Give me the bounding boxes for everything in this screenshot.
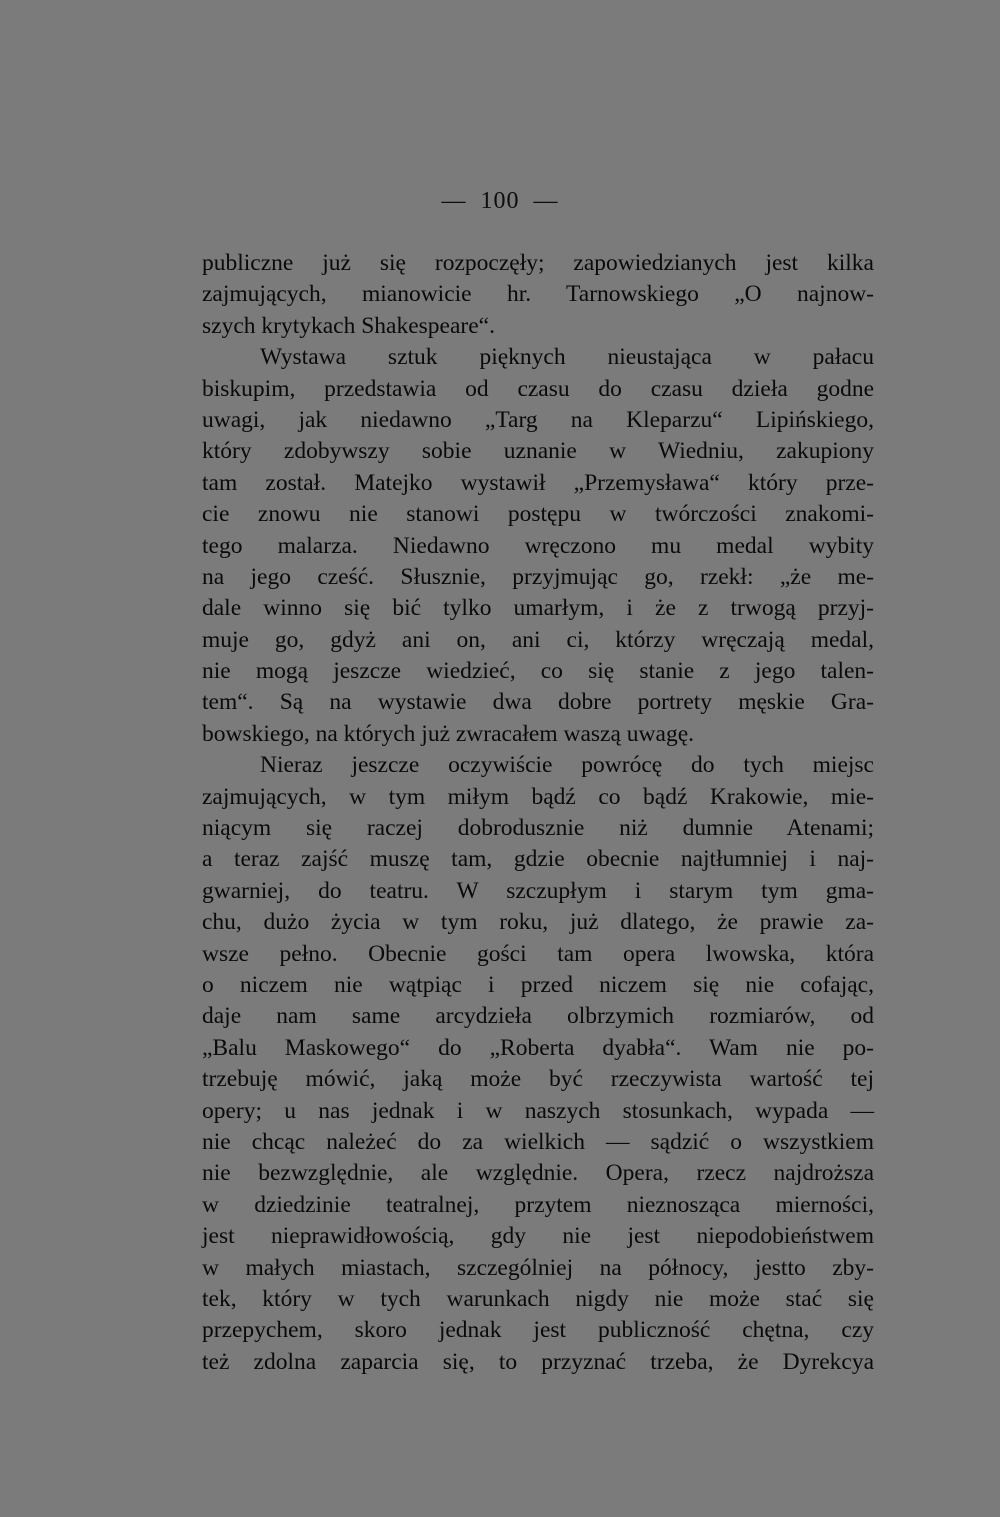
text-line: trzebuję mówić, jaką może być rzeczywista wartość tej xyxy=(202,1066,874,1093)
text-line: Nieraz jeszcze oczywiście powrócę do tych miejsc xyxy=(260,752,874,779)
text-line: gwarniej, do teatru. W szczupłym i starym tym gma- xyxy=(202,877,874,904)
text-line: zajmujących, w tym miłym bądź co bądź Krakowie, mie- xyxy=(202,783,874,810)
text-line: wsze pełno. Obecnie gości tam opera lwowska, która xyxy=(202,940,874,967)
text-line: szych krytykach Shakespeare“. xyxy=(202,312,495,339)
page-number: 100 xyxy=(480,188,520,214)
text-line: uwagi, jak niedawno „Targ na Kleparzu“ Lipińskiego, xyxy=(202,406,874,433)
text-line: Wystawa sztuk pięknych nieustająca w pałacu xyxy=(260,344,874,371)
body-text xyxy=(202,248,874,1378)
text-line: nie bezwzględnie, ale względnie. Opera, rzecz najdroższa xyxy=(202,1160,874,1187)
text-line: przepychem, skoro jednak jest publiczność chętna, czy xyxy=(202,1317,874,1344)
text-line: tego malarza. Niedawno wręczono mu medal wybity xyxy=(202,532,874,559)
text-line: biskupim, przedstawia od czasu do czasu dzieła godne xyxy=(202,375,874,402)
text-line: opery; u nas jednak i w naszych stosunkach, wypada — xyxy=(202,1097,874,1124)
running-head xyxy=(0,188,1000,215)
text-line: niącym się raczej dobrodusznie niż dumnie Atenami; xyxy=(202,815,874,842)
text-line: jest nieprawidłowością, gdy nie jest niepodobieństwem xyxy=(202,1223,874,1250)
text-line: publiczne już się rozpoczęły; zapowiedzianych jest kilka xyxy=(202,250,874,276)
text-line: tek, który w tych warunkach nigdy nie może stać się xyxy=(202,1285,874,1312)
text-line: „Balu Maskowego“ do „Roberta dyabła“. Wam nie po- xyxy=(202,1034,874,1061)
text-line: a teraz zajść muszę tam, gdzie obecnie najtłumniej i naj- xyxy=(202,846,874,873)
text-line: nie chcąc należeć do za wielkich — sądzić o wszystkiem xyxy=(202,1128,874,1155)
running-head-dash-left: — xyxy=(441,188,467,214)
text-line: tem“. Są na wystawie dwa dobre portrety męskie Gra- xyxy=(202,689,874,716)
text-line: chu, dużo życia w tym roku, już dlatego, że prawie za- xyxy=(202,909,874,936)
text-line: cie znowu nie stanowi postępu w twórczości znakomi- xyxy=(202,501,874,528)
text-line: dale winno się bić tylko umarłym, i że z trwogą przyj- xyxy=(202,595,874,622)
text-line: też zdolna zaparcia się, to przyznać trzeba, że Dyrekcya xyxy=(202,1348,874,1375)
text-line: muje go, gdyż ani on, ani ci, którzy wręczają medal, xyxy=(202,626,874,653)
running-head-dash-right: — xyxy=(533,188,559,214)
text-line: zajmujących, mianowicie hr. Tarnowskiego „O najnow- xyxy=(202,281,874,308)
text-line: nie mogą jeszcze wiedzieć, co się stanie z jego talen- xyxy=(202,658,874,685)
text-line: tam został. Matejko wystawił „Przemysława“ który prze- xyxy=(202,469,874,496)
text-line: w dziedzinie teatralnej, przytem nieznosząca mierności, xyxy=(202,1191,874,1218)
text-line: w małych miastach, szczególniej na północy, jestto zby- xyxy=(202,1254,874,1281)
text-line: na jego cześć. Słusznie, przyjmując go, rzekł: „że me- xyxy=(202,563,874,590)
text-line: o niczem nie wątpiąc i przed niczem się nie cofając, xyxy=(202,971,874,998)
text-line: bowskiego, na których już zwracałem waszą uwagę. xyxy=(202,720,694,747)
text-line: daje nam same arcydzieła olbrzymich rozmiarów, od xyxy=(202,1003,874,1030)
text-line: który zdobywszy sobie uznanie w Wiedniu, zakupiony xyxy=(202,438,874,465)
